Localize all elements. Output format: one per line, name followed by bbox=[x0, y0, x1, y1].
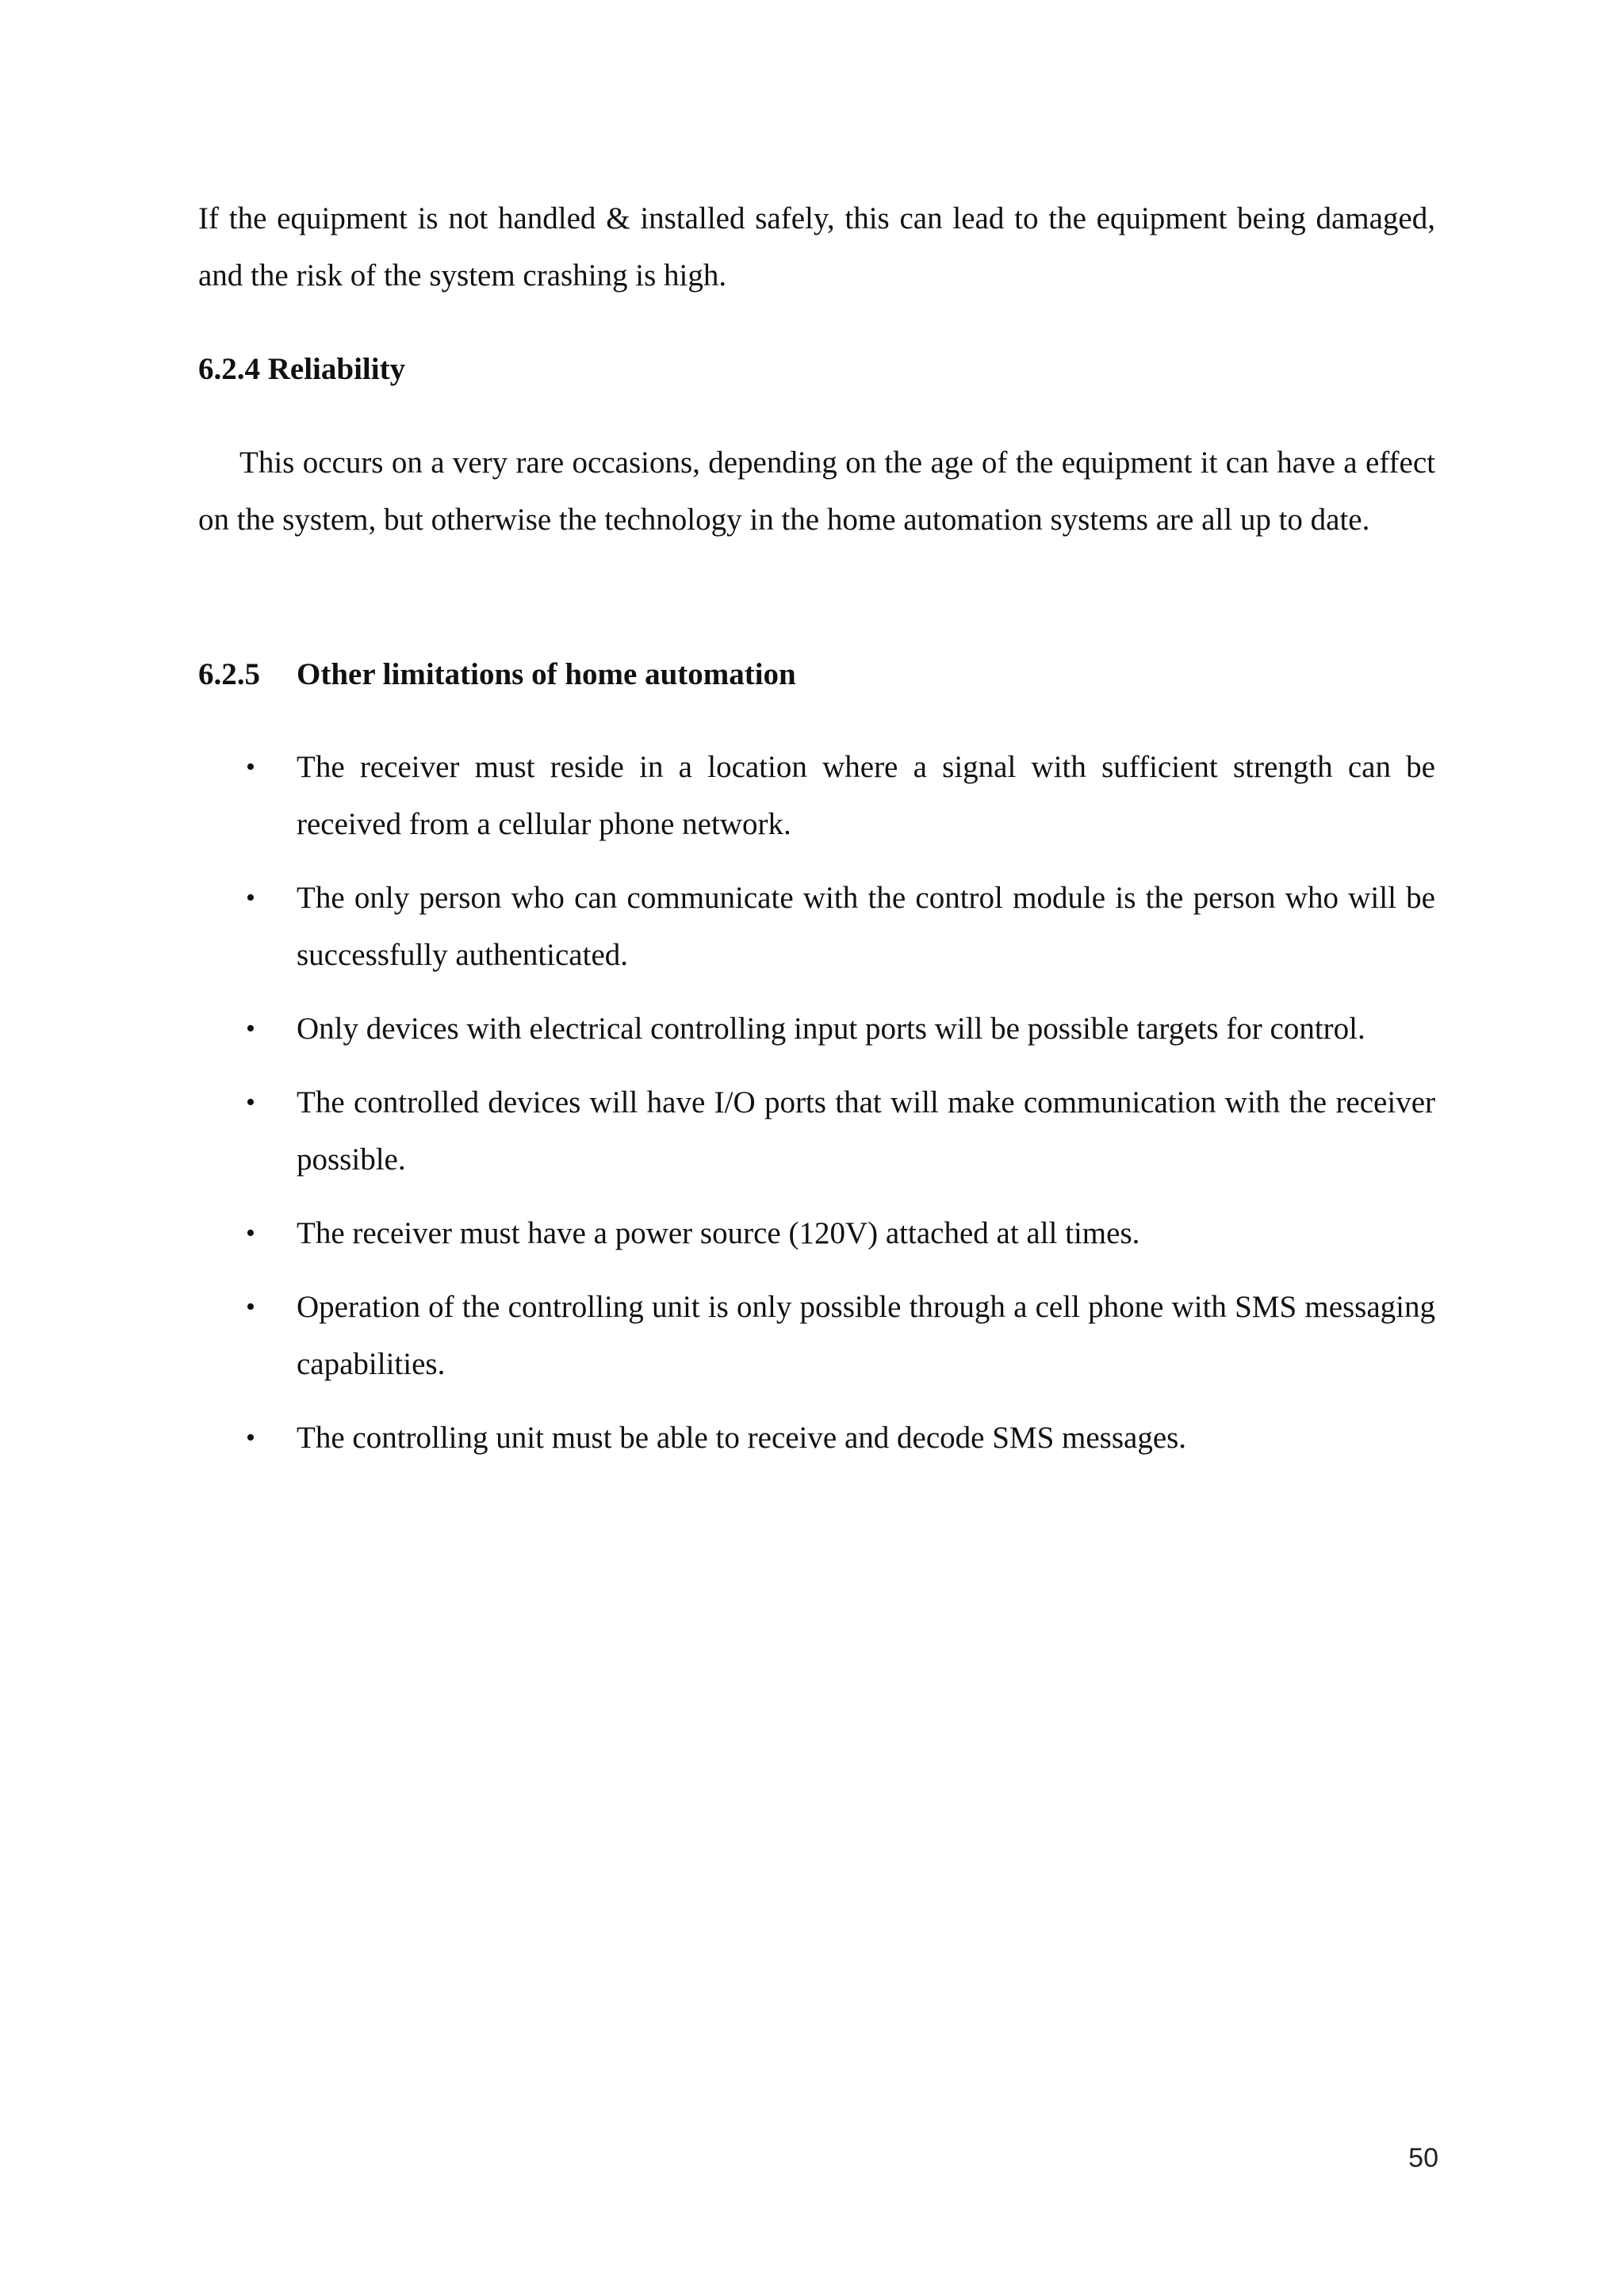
intro-paragraph: If the equipment is not handled & installed safely, this can lead to the equipment being damaged, and the risk of the system crashing is high. bbox=[198, 201, 1435, 293]
list-item bbox=[198, 739, 1435, 853]
bullet-icon: • bbox=[246, 1219, 255, 1248]
list-item bbox=[198, 870, 1435, 984]
bullet-icon: • bbox=[246, 1088, 255, 1117]
list-item bbox=[198, 1410, 1435, 1467]
list-item-text: The receiver must have a power source (120V) attached at all times. bbox=[297, 1216, 1140, 1250]
bullet-icon: • bbox=[246, 1292, 255, 1322]
bullet-icon: • bbox=[246, 883, 255, 913]
section-title: Other limitations of home automation bbox=[297, 657, 796, 691]
bullet-icon: • bbox=[246, 752, 255, 782]
list-item-text: The controlled devices will have I/O ports that will make communication with the receiver possible. bbox=[297, 1085, 1435, 1177]
list-item bbox=[198, 1279, 1435, 1393]
list-item bbox=[198, 1205, 1435, 1262]
limitations-list bbox=[198, 739, 1435, 1483]
list-item-text: Operation of the controlling unit is only possible through a cell phone with SMS messaging capabilities. bbox=[297, 1290, 1435, 1381]
section-heading-limitations bbox=[198, 646, 796, 703]
list-item-text: The controlling unit must be able to receive and decode SMS messages. bbox=[297, 1421, 1187, 1455]
page-number: 50 bbox=[1408, 2143, 1438, 2173]
bullet-icon: • bbox=[246, 1423, 255, 1452]
list-item-text: The only person who can communicate with the control module is the person who will be successfully authenticated. bbox=[297, 881, 1435, 972]
list-item bbox=[198, 1074, 1435, 1188]
reliability-paragraph: This occurs on a very rare occasions, depending on the age of the equipment it can have a effect on the system, but otherwise the technology in the home automation systems are all up to date. bbox=[198, 446, 1435, 537]
section-number: 6.2.5 bbox=[198, 657, 260, 691]
list-item bbox=[198, 1001, 1435, 1058]
list-item-text: Only devices with electrical controlling input ports will be possible targets for control. bbox=[297, 1012, 1365, 1046]
list-item-text: The receiver must reside in a location where a signal with sufficient strength can be received from a cellular phone network. bbox=[297, 750, 1435, 841]
section-heading-reliability: 6.2.4 Reliability bbox=[198, 352, 406, 386]
bullet-icon: • bbox=[246, 1014, 255, 1043]
